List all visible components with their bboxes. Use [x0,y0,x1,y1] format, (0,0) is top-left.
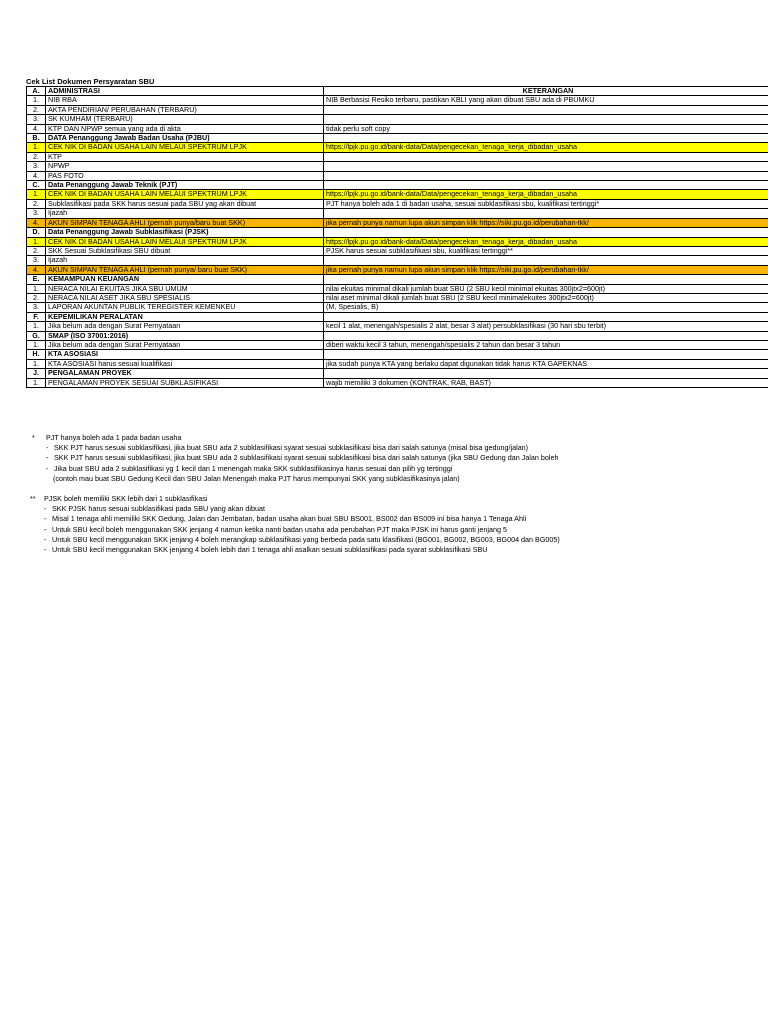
row-item: AKUN SIMPAN TENAGA AHLI (pernah punya/ baru buat SKK) [46,265,324,274]
row-item: NERACA NILAI EKUITAS JIKA SBU UMUM [46,284,324,293]
row-item: Data Penanggung Jawab Subklasifikasi (PJSK) [46,228,324,237]
note-marker: ** [30,494,36,503]
note-item-text: Untuk SBU kecil boleh menggunakan SKK jenjang 4 namun ketika nanti badan usaha ada perubahan PJT maka PJSK ini harus ganti jenjang 5 [52,524,507,534]
row-number: 1. [27,284,46,293]
row-number: E. [27,275,46,284]
row-keterangan [324,369,768,378]
row-item: NIB RBA [46,96,324,105]
checklist-row [27,209,768,218]
section-row [27,228,768,237]
row-number: H. [27,350,46,359]
note-item [32,464,558,474]
dash-bullet: - [46,463,49,473]
row-number: 2. [27,152,46,161]
row-keterangan [324,350,768,359]
row-item: KTP DAN NPWP semua yang ada di akta [46,124,324,133]
row-item: SK KUMHAM (TERBARU) [46,115,324,124]
row-item: PAS FOTO [46,171,324,180]
row-number: B. [27,134,46,143]
checklist-row [27,190,768,199]
row-keterangan [324,115,768,124]
row-item: Ijazah [46,209,324,218]
dash-bullet: - [46,443,49,453]
section-title: ADMINISTRASI [46,87,324,96]
checklist-row [27,237,768,246]
row-item: DATA Penanggung Jawab Badan Usaha (PJBU) [46,134,324,143]
row-number: 3. [27,209,46,218]
row-number: J. [27,369,46,378]
checklist-row [27,199,768,208]
row-item: KTP [46,152,324,161]
row-number: 1. [27,378,46,387]
row-number: 3. [27,115,46,124]
row-keterangan: kecil 1 alat, menengah/spesialis 2 alat, besar 3 alat) persubklasifikasi (30 hari sbu terbit) [324,322,768,331]
row-number: 2. [27,199,46,208]
row-keterangan [324,275,768,284]
checklist-row [27,256,768,265]
row-item: NERACA NILAI ASET JIKA SBU SPESIALIS [46,293,324,302]
row-item: KTA ASOSIASI [46,350,324,359]
row-item: PENGALAMAN PROYEK SESUAI SUBKLASIFIKASI [46,378,324,387]
dash-bullet: - [44,514,47,524]
note-lead [32,433,558,443]
row-number: D. [27,228,46,237]
row-keterangan: tidak perlu soft copy [324,124,768,133]
row-number: C. [27,181,46,190]
section-row [27,181,768,190]
row-keterangan [324,209,768,218]
row-number: 2. [27,105,46,114]
section-row [27,369,768,378]
row-item: AKTA PENDIRIAN/ PERUBAHAN (TERBARU) [46,105,324,114]
keterangan-header: KETERANGAN [324,87,768,96]
note-item [30,535,560,545]
row-number: 1. [27,322,46,331]
note-item [32,443,558,453]
note-marker: * [32,433,35,442]
checklist-row [27,284,768,293]
note-item-text: Jika buat SBU ada 2 subklasifikasi yg 1 kecil dan 1 menengah maka SKK subklasifikasinya harus sesuai dan pilih yg tertinggi [54,463,453,473]
note-item-text: SKK PJT harus sesuai subklasifikasi, jika buat SBU ada 2 subklasifikasi syarat sesuai subklasifikasi bisa dari salah satunya (misal bisa gedung/jalan) [54,443,529,453]
checklist-row [27,359,768,368]
notes-pjt [32,433,558,484]
checklist-table [26,86,768,388]
row-item: NPWP [46,162,324,171]
checklist-row [27,340,768,349]
row-keterangan [324,331,768,340]
row-item: KTA ASOSIASI harus sesuai kualifikasi [46,359,324,368]
note-item-text: Untuk SBU kecil menggunakan SKK jenjang 4 boleh lebih dari 1 tenaga ahli asalkan sesuai subklasifikasi pada syarat subklasifikasi SBU [52,544,488,554]
checklist-row [27,105,768,114]
section-letter: A. [27,87,46,96]
sheet-title: Cek List Dokumen Persyaratan SBU [26,77,155,86]
section-row [27,331,768,340]
row-keterangan: (M, Spesialis, B) [324,303,768,312]
row-item: CEK NIK DI BADAN USAHA LAIN MELAUI SPEKTRUM LPJK [46,143,324,152]
row-item: Data Penanggung Jawab Teknik (PJT) [46,181,324,190]
note-item [32,453,558,463]
row-item: SKK Sesuai Subklasifikasi SBU dibuat [46,246,324,255]
note-item-text: Misal 1 tenaga ahli memiliki SKK Gedung, Jalan dan Jembatan, badan usaha akan buat SBU BS001, BS002 dan BS009 ini bisa hanya 1 Tenaga Ahli [52,514,527,524]
row-keterangan: https://lpjk.pu.go.id/bank-data/Data/pengecekan_tenaga_kerja_dibadan_usaha [324,237,768,246]
row-number: 2. [27,246,46,255]
row-keterangan [324,181,768,190]
note-continuation: (contoh mau buat SBU Gedung Kecil dan SBU Jalan Menengah maka PJT harus mempunyai SKK yang subklasifikasinya jalan) [53,473,460,483]
section-row [27,275,768,284]
checklist-row [27,293,768,302]
row-number: 2. [27,293,46,302]
row-item: KEMAMPUAN KEUANGAN [46,275,324,284]
row-item: LAPORAN AKUNTAN PUBLIK TEREGISTER KEMENKEU [46,303,324,312]
dash-bullet: - [44,504,47,514]
row-keterangan [324,134,768,143]
row-keterangan: jika pernah punya namun lupa akun simpan klik https://siki.pu.go.id/perubahan-tkk/ [324,265,768,274]
row-item: Jika belum ada dengan Surat Pernyataan [46,322,324,331]
row-number: 1. [27,237,46,246]
section-row [27,134,768,143]
section-row [27,350,768,359]
dash-bullet: - [44,544,47,554]
row-item: CEK NIK DI BADAN USAHA LAIN MELAUI SPEKTRUM LPJK [46,237,324,246]
checklist-row [27,152,768,161]
checklist-row [27,246,768,255]
row-item: SMAP (ISO 37001:2016) [46,331,324,340]
dash-bullet: - [44,534,47,544]
row-number: F. [27,312,46,321]
dash-bullet: - [46,453,49,463]
row-number: 3. [27,303,46,312]
note-item [30,504,560,514]
row-number: G. [27,331,46,340]
row-item: CEK NIK DI BADAN USAHA LAIN MELAUI SPEKTRUM LPJK [46,190,324,199]
dash-bullet: - [44,524,47,534]
checklist-row [27,265,768,274]
checklist-row [27,218,768,227]
note-lead-text: PJT hanya boleh ada 1 pada badan usaha [46,433,182,442]
row-keterangan [324,162,768,171]
row-keterangan: PJT hanya boleh ada 1 di badan usaha, sesuai subklasifikasi sbu, kualifikasi tertinggi* [324,199,768,208]
row-number: 4. [27,265,46,274]
section-row [27,312,768,321]
row-keterangan: https://lpjk.pu.go.id/bank-data/Data/pengecekan_tenaga_kerja_dibadan_usaha [324,143,768,152]
row-keterangan: nilai ekuitas minimal dikali jumlah buat SBU (2 SBU kecil minimal ekuitas 300jtx2=600jt) [324,284,768,293]
row-keterangan: wajib memiliki 3 dokumen (KONTRAK, RAB, BAST) [324,378,768,387]
note-item [30,514,560,524]
notes-pjsk [30,494,560,555]
row-keterangan: jika pernah punya namun lupa akun simpan klik https://siki.pu.go.id/perubahan-tkk/ [324,218,768,227]
row-number: 1. [27,96,46,105]
row-keterangan: NIB Berbasisi Resiko terbaru, pastikan KBLI yang akan dibuat SBU ada di PBUMKU [324,96,768,105]
row-item: Subklasifikasi pada SKK harus sesuai pada SBU yag akan dibuat [46,199,324,208]
row-number: 4. [27,171,46,180]
row-keterangan [324,228,768,237]
note-item-text: Untuk SBU kecil menggunakan SKK jenjang 4 boleh merangkap subklasifikasi yang berbeda pada satu klasifikasi (BG001, BG002, BG003, BG004 dan BG005) [52,534,560,544]
note-lead-text: PJSK boleh memiliki SKK lebih dari 1 subklasifikasi [44,494,208,503]
row-number: 1. [27,190,46,199]
note-item-text: SKK PJSK harus sesuai subklasifikasi pada SBU yang akan dibuat [52,504,265,514]
row-keterangan: PJSK harus sesuai subklasifikasi sbu, kualifikasi tertinggi** [324,246,768,255]
row-keterangan [324,312,768,321]
row-item: AKUN SIMPAN TENAGA AHLI (pernah punya/baru buat SKK) [46,218,324,227]
row-keterangan: jika sudah punya KTA yang berlaku dapat digunakan tidak harus KTA GAPEKNAS [324,359,768,368]
row-keterangan [324,256,768,265]
row-keterangan: nilai aset minimal dikali jumlah buat SBU (2 SBU kecil minimalekuites 300jtx2=600jt) [324,293,768,302]
checklist-row [27,143,768,152]
note-item-text: SKK PJT harus sesuai subklasifikasi, jika buat SBU ada 2 subklasifikasi syarat sesuai subklasifikasi bisa dari salah satunya (jika SBU Gedung dan Jalan boleh [54,453,559,463]
row-keterangan: https://lpjk.pu.go.id/bank-data/Data/pengecekan_tenaga_kerja_dibadan_usaha [324,190,768,199]
row-number: 1. [27,340,46,349]
row-keterangan [324,152,768,161]
row-number: 1. [27,143,46,152]
checklist-row [27,378,768,387]
row-number: 3. [27,162,46,171]
checklist-row [27,162,768,171]
note-lead [30,494,560,504]
row-item: KEPEMILIKAN PERALATAN [46,312,324,321]
row-number: 1. [27,359,46,368]
row-keterangan [324,105,768,114]
checklist-row [27,171,768,180]
checklist-row [27,124,768,133]
row-item: Ijazah [46,256,324,265]
checklist-row [27,115,768,124]
row-keterangan: diberi waktu kecil 3 tahun, menengah/spesialis 2 tahun dan besar 3 tahun [324,340,768,349]
checklist-row [27,303,768,312]
row-item: Jika belum ada dengan Surat Pernyataan [46,340,324,349]
row-item: PENGALAMAN PROYEK [46,369,324,378]
row-keterangan [324,171,768,180]
row-number: 4. [27,218,46,227]
row-number: 4. [27,124,46,133]
row-number: 3. [27,256,46,265]
note-item [30,525,560,535]
checklist-row [27,322,768,331]
note-item [30,545,560,555]
header-row [27,87,768,96]
checklist-row [27,96,768,105]
